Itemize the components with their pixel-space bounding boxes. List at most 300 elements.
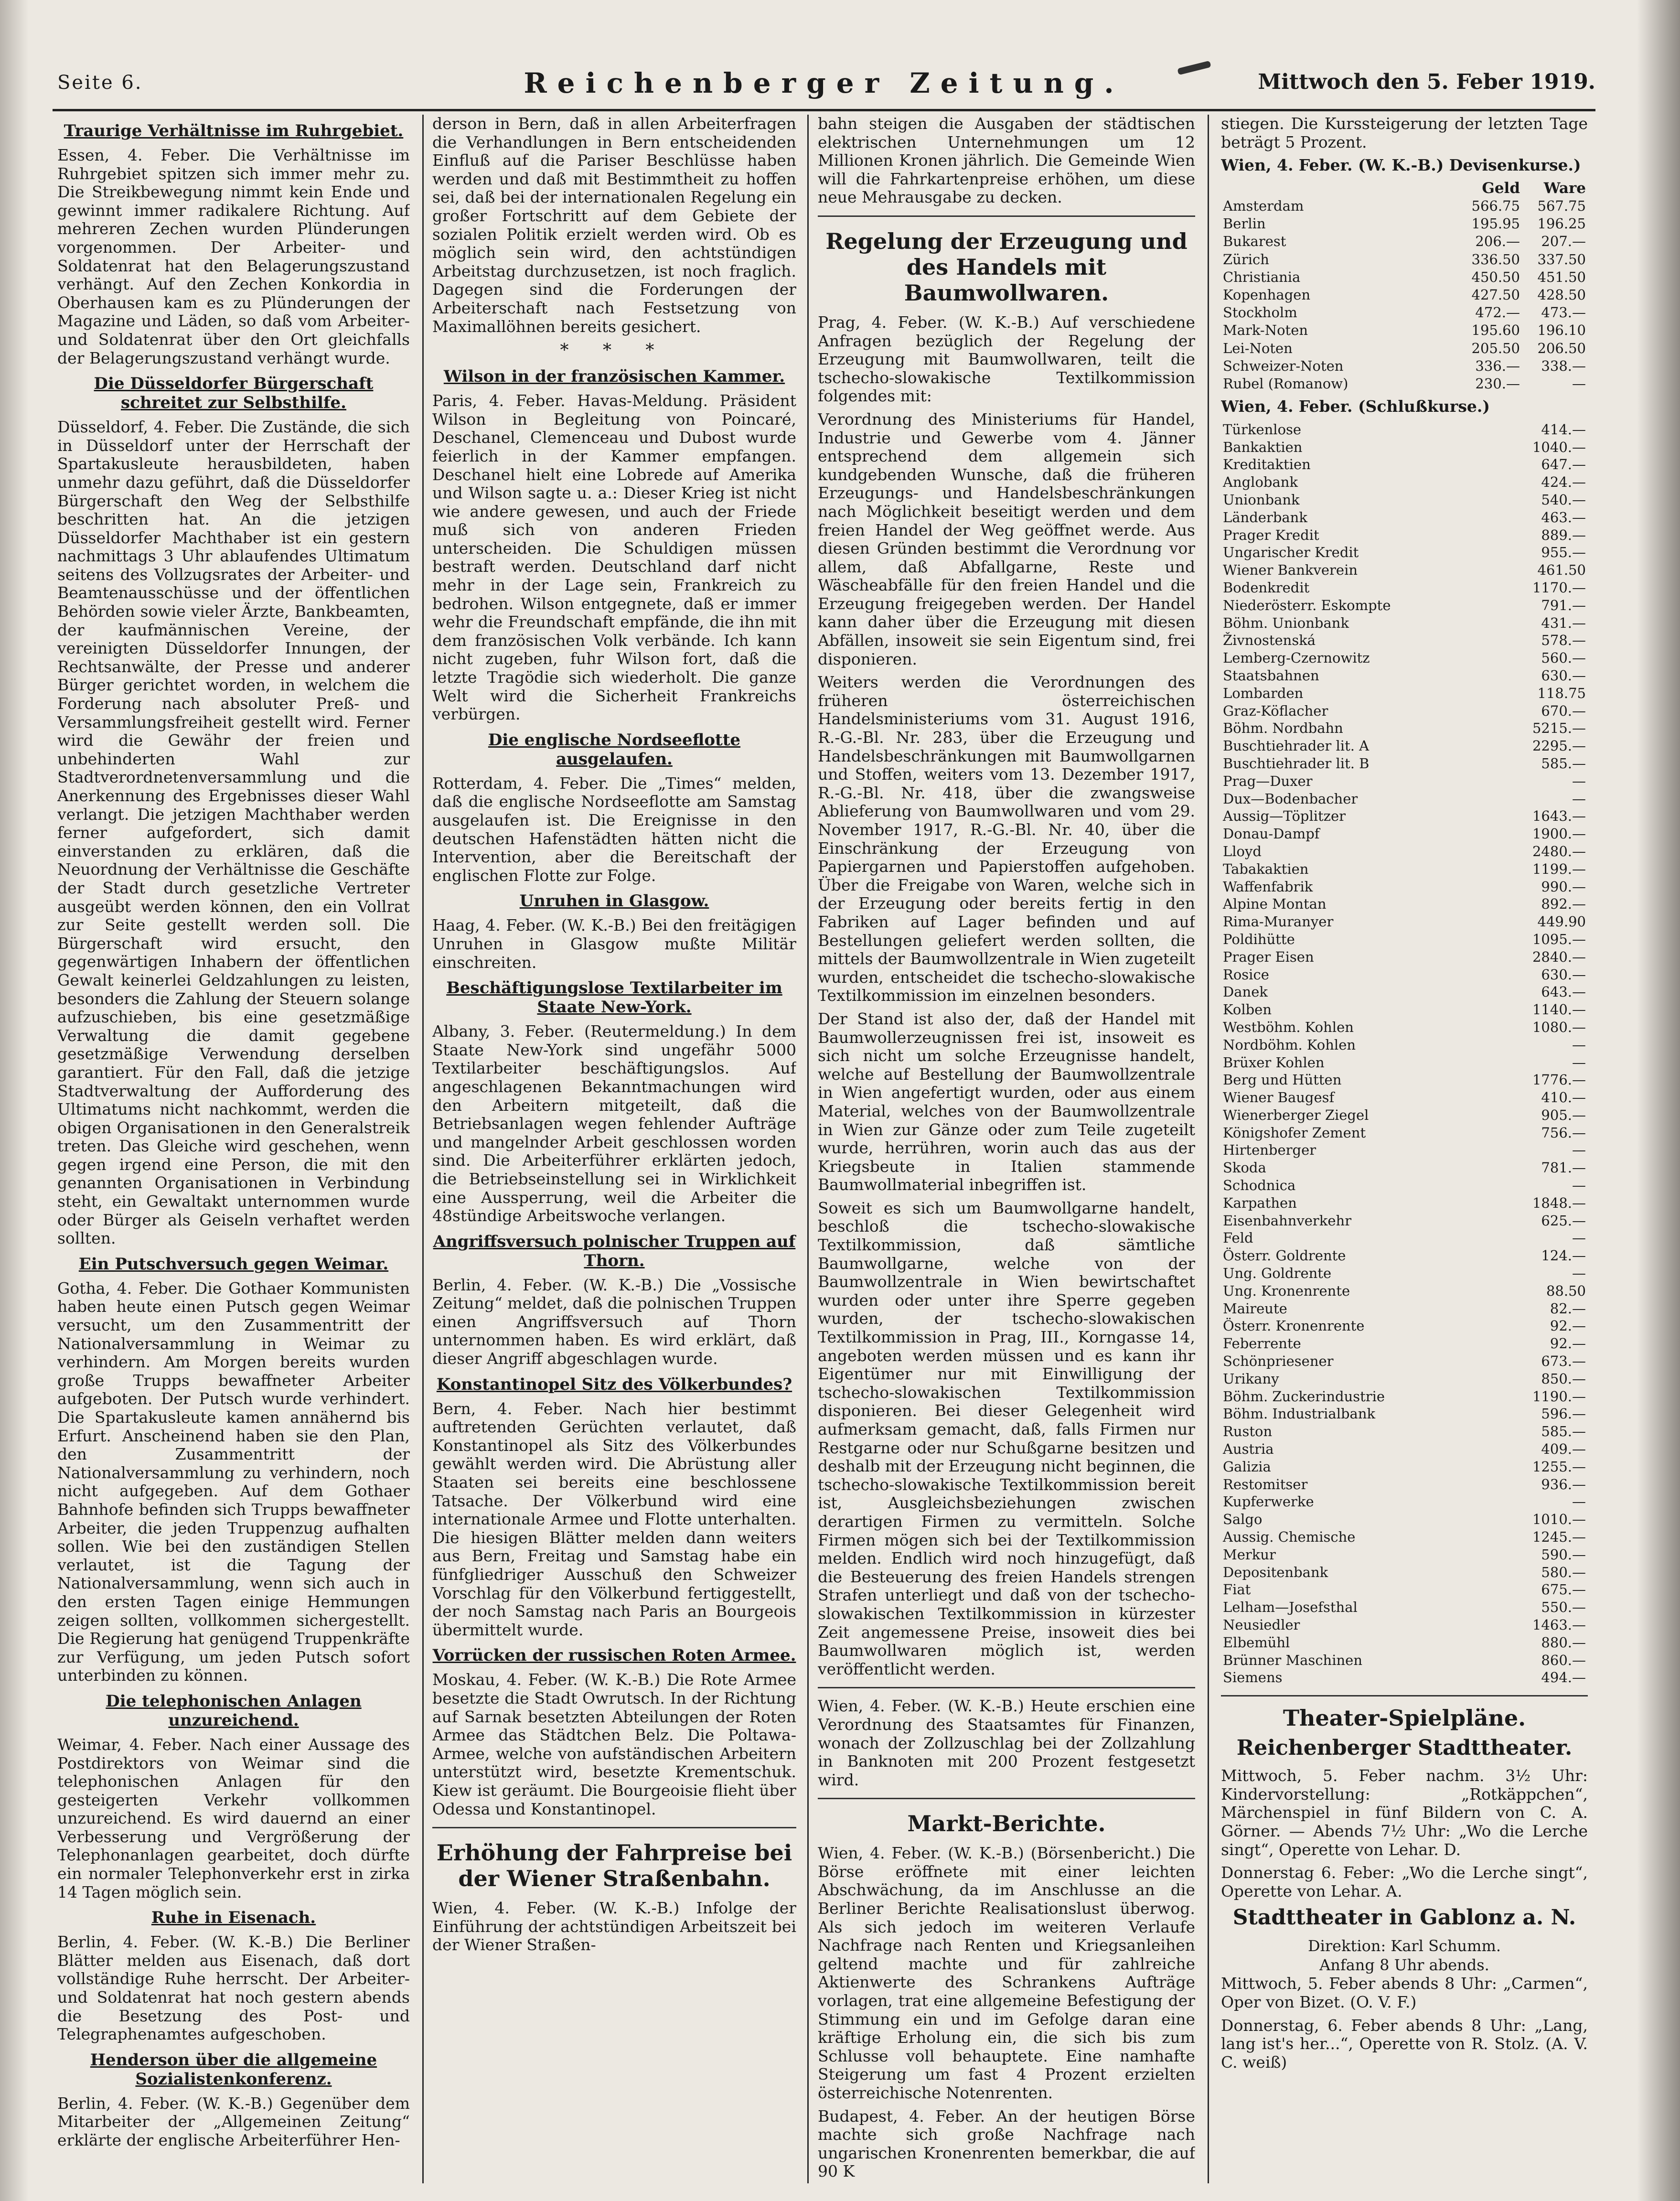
rates-heading: Wien, 4. Feber. (W. K.-B.) Devisenkurse.) xyxy=(1221,156,1581,175)
stock-price: 1170.— xyxy=(1532,579,1586,596)
stock-name: Kolben xyxy=(1223,1001,1272,1018)
currency-name: Amsterdam xyxy=(1223,197,1304,214)
stock-row xyxy=(1221,1652,1588,1669)
stock-name: Galizia xyxy=(1223,1458,1271,1475)
stock-name: Živnostenská xyxy=(1223,632,1316,649)
stock-price: 1245.— xyxy=(1532,1529,1586,1546)
article-text: Albany, 3. Feber. (Reutermeldung.) In dem Staate New-York sind ungefähr 5000 Textilarbeiter beschäftigungslos. Auf angeschlagenen Bekanntmachungen wird den Arbeitern mitgeteilt, daß die Betriebsanlagen wegen fehlender Aufträge und mangelnder Arbeit geschlossen worden sind. Die Arbeiterführer erklärten jedoch, die Betriebseinstellung sei in Wirklichkeit eine Aussperrung, weil die Arbeiter die 48stündige Arbeitswoche verlangen. xyxy=(432,1022,796,1225)
article-text: Verordnung des Ministeriums für Handel, Industrie und Gewerbe vom 4. Jänner entsprechend dem allgemein sich kundgebenden Wunsche, daß die früheren Erzeugungs- und Handelsbeschränkungen nach Möglichkeit beseitigt werden und dem freien Handel der Weg geöffnet werde. Aus diesen Gründen bestimmt die Verordnung vor allem, daß Abfallgarne, Reste und Wäscheabfälle für den freien Handel und die Erzeugung freigegeben werden. Der Handel kann daher über die Erzeugung mit diesen Abfällen, insoweit sie sein Eigentum sind, frei disponieren. xyxy=(818,409,1195,668)
currency-ware: 196.25 xyxy=(1537,215,1586,232)
stock-row xyxy=(1221,1528,1588,1546)
article-headline: Die telephonischen Anlagen unzureichend. xyxy=(106,1691,362,1730)
stock-row xyxy=(1221,1177,1588,1194)
stock-name: Feld xyxy=(1223,1230,1253,1246)
stock-row xyxy=(1221,1388,1588,1406)
stock-name: Lemberg-Czernowitz xyxy=(1223,650,1370,666)
stock-name: Aussig. Chemische xyxy=(1223,1529,1356,1546)
stock-row xyxy=(1221,737,1588,755)
stock-row xyxy=(1221,597,1588,614)
article-text: Paris, 4. Feber. Havas-Meldung. Präsident Wilson in Begleitung von Poincaré, Deschanel, Clemenceau und Dubost wurde feierlich in der Kammer empfangen. Deschanel hielt eine Lobrede auf Amerika und Wilson sagte u. a.: Dieser Krieg ist nicht wie andere gewesen, und auch der Friede muß sich von anderen Frieden unterscheiden. Die Schuldigen müssen bestraft werden. Deutschland darf nicht mehr in der Lage sein, Frankreich zu bedrohen. Wilson entgegnete, daß er immer wehr die Freundschaft empfände, die ihn mit dem französischen Volk verbände. Ich kann nicht zugeben, fuhr Wilson fort, daß die letzte Tragödie sich wiederholt. Die ganze Welt wird die Sicherheit Frankreichs verbürgen. xyxy=(432,391,796,724)
stock-price: 494.— xyxy=(1541,1669,1586,1686)
theatre-section-title: Theater-Spielpläne. xyxy=(1283,1705,1526,1731)
stock-row xyxy=(1221,948,1588,966)
stock-row xyxy=(1221,1001,1588,1019)
header-rule xyxy=(53,109,1595,111)
article-text: Der Stand ist also der, daß der Handel mit Baumwollerzeugnissen frei ist, insoweit es sich nicht um solche Erzeugnisse handelt, welche auf Bestellung der Baumwollzentrale in Wien angefertigt wurden, oder aus einem Material, welches von der Baumwollzentrale in Wien zur Gänze oder zum Teile zugeteilt wurde, herrühren, worin auch das aus der Kriegsbeute in Italien stammende Baumwollmaterial inbegriffen ist. xyxy=(818,1009,1195,1194)
stock-name: Lelham—Josefsthal xyxy=(1223,1599,1358,1616)
article-text: Essen, 4. Feber. Die Verhältnisse im Ruhrgebiet spitzen sich immer mehr zu. Die Streikbewegung nimmt kein Ende und gewinnt immer radikalere Richtung. Auf mehreren Zechen wurden Plünderungen vorgenommen. Der Arbeiter- und Soldatenrat hat den Belagerungszustand verhängt. Auf den Zechen Konkordia in Oberhausen kam es zu Plünderungen der Magazine und Läden, so daß vom Arbeiter- und Soldatenrat über den Ort gleichfalls der Belagerungszustand verhängt wurde. xyxy=(57,146,410,367)
stock-name: Wiener Baugesf xyxy=(1223,1089,1335,1106)
section-rule xyxy=(818,1798,1195,1799)
stock-row xyxy=(1221,1019,1588,1036)
stock-row xyxy=(1221,632,1588,649)
theatre-name: Stadttheater in Gablonz a. N. xyxy=(1232,1905,1576,1930)
stock-price: 585.— xyxy=(1541,1423,1586,1440)
stock-row xyxy=(1221,1054,1588,1072)
currency-ware: 338.— xyxy=(1541,357,1586,374)
stock-name: Merkur xyxy=(1223,1546,1276,1563)
stock-price: 675.— xyxy=(1541,1581,1586,1598)
column-1 xyxy=(57,115,410,2188)
currency-ware: 207.— xyxy=(1541,233,1586,250)
stock-price: 850.— xyxy=(1541,1370,1586,1387)
stock-price: 1848.— xyxy=(1532,1194,1586,1211)
currency-name: Zürich xyxy=(1223,251,1269,268)
stock-row xyxy=(1221,667,1588,685)
stock-name: Siemens xyxy=(1223,1669,1283,1686)
stock-price: 1140.— xyxy=(1532,1001,1586,1018)
stock-price: 5215.— xyxy=(1532,720,1586,737)
stock-price: 2295.— xyxy=(1532,738,1586,754)
article-text: Berlin, 4. Feber. (W. K.-B.) Die „Vossische Zeitung“ meldet, daß die polnischen Truppen einen Angriffsversuch auf Thorn unternommen haben. Es wird erklärt, daß dieser Angriff abgeschlagen wurde. xyxy=(432,1275,796,1368)
stock-price: 892.— xyxy=(1541,896,1586,913)
stock-row xyxy=(1221,1669,1588,1686)
stock-price: 905.— xyxy=(1541,1106,1586,1123)
stock-row xyxy=(1221,561,1588,579)
stock-name: Böhm. Zuckerindustrie xyxy=(1223,1388,1385,1405)
stock-price: — xyxy=(1572,1054,1586,1071)
article-text: Rotterdam, 4. Feber. Die „Times“ melden, daß die englische Nordseeflotte am Samstag ausgelaufen ist. Die Ereignisse in den deutschen Hafenstädten hätten nicht die Intervention, aber die Bereitschaft der englischen Flotte zur Folge. xyxy=(432,773,796,885)
stock-row xyxy=(1221,983,1588,1001)
stock-row xyxy=(1221,1423,1588,1440)
stock-name: Karpathen xyxy=(1223,1194,1297,1211)
stock-name: Wiener Bankverein xyxy=(1223,562,1358,579)
stock-price: — xyxy=(1572,1230,1586,1246)
stock-row xyxy=(1221,649,1588,667)
currency-row xyxy=(1221,233,1588,250)
currency-geld: 472.— xyxy=(1475,304,1520,321)
currency-row xyxy=(1221,322,1588,339)
stock-price: 585.— xyxy=(1541,755,1586,772)
stock-name: Elbemühl xyxy=(1223,1634,1290,1651)
stock-name: Anglobank xyxy=(1223,474,1298,491)
stock-price: 1190.— xyxy=(1532,1388,1586,1405)
stock-name: Fiat xyxy=(1223,1581,1251,1598)
stock-row xyxy=(1221,421,1588,439)
stock-row xyxy=(1221,1300,1588,1318)
stock-price: 2480.— xyxy=(1532,843,1586,859)
stock-name: Berg und Hütten xyxy=(1223,1072,1342,1088)
article-headline: Erhöhung der Fahrpreise bei der Wiener Straßenbahn. xyxy=(436,1840,792,1892)
stock-price: 1199.— xyxy=(1532,860,1586,877)
stock-row xyxy=(1221,1247,1588,1265)
stock-price: 461.50 xyxy=(1537,562,1586,579)
stock-price: — xyxy=(1572,1493,1586,1510)
stock-price: — xyxy=(1572,773,1586,789)
stock-name: Donau-Dampf xyxy=(1223,826,1320,842)
stock-price: 410.— xyxy=(1541,1089,1586,1106)
stock-price: 625.— xyxy=(1541,1212,1586,1229)
currency-row xyxy=(1221,340,1588,357)
article-headline: Beschäftigungslose Textilarbeiter im Staate New-York. xyxy=(446,978,782,1017)
stock-name: Poldihütte xyxy=(1223,931,1295,947)
article-text: Berlin, 4. Feber. (W. K.-B.) Gegenüber dem Mitarbeiter der „Allgemeinen Zeitung“ erklärte der englische Arbeiterführer Hen- xyxy=(57,2094,410,2149)
currency-name: Lei-Noten xyxy=(1223,340,1293,356)
stock-row xyxy=(1221,843,1588,860)
stock-row xyxy=(1221,1405,1588,1423)
column-divider xyxy=(1208,115,1209,2183)
stock-row xyxy=(1221,1599,1588,1616)
currency-row xyxy=(1221,268,1588,286)
stock-price: 889.— xyxy=(1541,526,1586,543)
stock-name: Ung. Kronenrente xyxy=(1223,1282,1350,1299)
stock-row xyxy=(1221,702,1588,720)
stock-name: Wienerberger Ziegel xyxy=(1223,1106,1369,1123)
currency-geld: 195.95 xyxy=(1471,215,1520,232)
article-headline: Wilson in der französischen Kammer. xyxy=(443,367,785,387)
column-2 xyxy=(432,115,796,2188)
stock-price: 643.— xyxy=(1541,984,1586,1000)
theatre-program: Mittwoch, 5. Feber abends 8 Uhr: „Carmen“, Oper von Bizet. (O. V. F.) xyxy=(1221,1974,1588,2011)
currency-geld: 195.60 xyxy=(1471,322,1520,339)
article-headline: Konstantinopel Sitz des Völkerbundes? xyxy=(436,1374,792,1394)
stock-price: 92.— xyxy=(1550,1318,1586,1334)
article-text: Haag, 4. Feber. (W. K.-B.) Bei den freitägigen Unruhen in Glasgow mußte Militär einschreiten. xyxy=(432,916,796,972)
stock-price: — xyxy=(1572,1177,1586,1194)
stock-name: Länderbank xyxy=(1223,509,1307,526)
table-header-geld: Geld xyxy=(1482,179,1520,197)
article-headline: Ruhe in Eisenach. xyxy=(151,1908,316,1928)
stock-row xyxy=(1221,1106,1588,1124)
stock-price: 781.— xyxy=(1541,1160,1586,1176)
stock-name: Österr. Goldrente xyxy=(1223,1247,1346,1264)
stock-row xyxy=(1221,1493,1588,1511)
stock-name: Schönpriesener xyxy=(1223,1353,1334,1370)
stock-price: 630.— xyxy=(1541,966,1586,983)
stock-price: 1040.— xyxy=(1532,439,1586,455)
theatre-name: Reichenberger Stadttheater. xyxy=(1236,1736,1573,1761)
article-text: Prag, 4. Feber. (W. K.-B.) Auf verschiedene Anfragen bezüglich der Regelung der Erzeugung mit Baumwollwaren, teilt die tschecho-slowakische Textilkommission folgendes mit: xyxy=(818,312,1195,406)
stock-name: Hirtenberger xyxy=(1223,1142,1316,1159)
stock-price: 590.— xyxy=(1541,1546,1586,1563)
stock-row xyxy=(1221,1511,1588,1528)
stock-price: 1255.— xyxy=(1532,1458,1586,1475)
stock-name: Skoda xyxy=(1223,1160,1266,1176)
stock-row xyxy=(1221,1265,1588,1282)
stock-name: Lloyd xyxy=(1223,843,1262,859)
currency-geld: 230.— xyxy=(1475,376,1520,392)
stock-row xyxy=(1221,1159,1588,1177)
stock-name: Schodnica xyxy=(1223,1177,1296,1194)
article-text: Düsseldorf, 4. Feber. Die Zustände, die sich in Düsseldorf unter der Herrschaft der Spartakusleute herausbildeten, haben unmehr dazu geführt, daß die Düsseldorfer Bürgerschaft den Weg der Selbsthilfe beschritten hat. An die jetzigen Düsseldorfer Machthaber ist ein gestern nachmittags 3 Uhr ablaufendes Ultimatum seitens des Vollzugsrates der Arbeiter- und Beamtenausschüsse und der öffentlichen Behörden sowie vieler Ärzte, Bankbeamten, der kaufmännischen Vereine, der vereinigten Düsseldorfer Innungen, der Rechtsanwälte, der Presse und anderer Bürger gerichtet worden, in welchem die Forderung nach absoluter Preß- und Versammlungsfreiheit gestellt wird. Ferner wird die Gewähr der freien und unbehinderten Wahl zur Stadtverordnetenversammlung und die Anerkennung des Ergebnisses dieser Wahl verlangt. Die jetzigen Machthaber werden ferner aufgefordert, sich damit einverstanden zu erklären, daß die Neuordnung der Verhältnisse die Geschäfte der Stadt durch gesetzliche Vertreter ausgeübt werden können, den ein Vollrat zur Seite gestellt werden soll. Die Bürgerschaft wird ersucht, den gegenwärtigen Inhabern der öffentlichen Gewalt keinerlei Geldzahlungen zu leisten, besonders die Zahlung der Steuern solange aufzuschieben, bis eine gesetzmäßige Verwaltung die damit gegebene gesetzmäßige Verwendung derselben garantiert. Für den Fall, daß die jetzige Stadtverwaltung der Aufforderung des Ultimatums nicht nachkommt, werden die obigen Organisationen in den Generalstreik treten. Das Gleiche wird geschehen, wenn gegen irgend eine Person, die mit den genannten Organisationen in Verbindung steht, ein Gewaltakt unternommen wurde oder Bürger als Geiseln verhaftet werden sollten. xyxy=(57,418,410,1248)
stock-row xyxy=(1221,1212,1588,1230)
currency-ware: 428.50 xyxy=(1537,287,1586,303)
article-text: bahn steigen die Ausgaben der städtischen elektrischen Unternehmungen um 12 Millionen Kronen jährlich. Die Gemeinde Wien will die Fahrkartenpreise erhöhen, um diese neue Mehrausgabe zu decken. xyxy=(818,115,1195,207)
currency-table xyxy=(1221,180,1588,393)
currency-geld: 206.— xyxy=(1475,233,1520,250)
currency-name: Mark-Noten xyxy=(1223,322,1308,339)
stock-name: Waffenfabrik xyxy=(1223,878,1313,895)
currency-geld: 566.75 xyxy=(1471,197,1520,214)
article-headline: Unruhen in Glasgow. xyxy=(519,891,709,911)
stock-price: 463.— xyxy=(1541,509,1586,526)
stock-name: Aussig—Töplitzer xyxy=(1223,808,1346,825)
article-headline: Ein Putschversuch gegen Weimar. xyxy=(78,1254,389,1274)
page-edge-shadow-left xyxy=(0,0,29,2201)
stock-row xyxy=(1221,895,1588,913)
stock-row xyxy=(1221,1546,1588,1564)
column-4 xyxy=(1221,115,1588,2188)
stock-price: 1643.— xyxy=(1532,808,1586,825)
currency-geld: 427.50 xyxy=(1471,287,1520,303)
stock-price: 791.— xyxy=(1541,597,1586,613)
theatre-program: Donnerstag 6. Feber: „Wo die Lerche singt“, Operette von Lehar. A. xyxy=(1221,1863,1588,1900)
section-headline: Markt-Berichte. xyxy=(907,1811,1106,1837)
stock-price: 431.— xyxy=(1541,614,1586,631)
article-text: Weiters werden die Verordnungen des früheren österreichischen Handelsministeriums vom 31. August 1916, R.-G.-Bl. Nr. 283, über die Erzeugung und Handelsbeschränkungen mit Baumwollgarnen und Stoffen, weiters vom 13. Dezember 1917, R.-G.-Bl. Nr. 418, über die zwangsweise Ablieferung von Baumwollwaren und vom 29. November 1917, R.-G.-Bl. Nr. 40, über die Einschränkung der Erzeugung von Papiergarnen und Papierstoffen aufgehoben. Über die Freigabe von Waren, welche sich in der Erzeugung oder bereits fertig in den Fabriken auf Lager befinden und auf Bestellungen geliefert werden sollten, die mittels der Baumwollzentrale in Wien zugeteilt wurden, entscheidet die tschecho-slowakische Textilkommission im einzelnen besonders. xyxy=(818,673,1195,1005)
article-text: stiegen. Die Kurssteigerung der letzten Tage beträgt 5 Prozent. xyxy=(1221,115,1588,151)
article-text: Moskau, 4. Feber. (W. K.-B.) Die Rote Armee besetzte die Stadt Owrutsch. In der Richtung auf Sarnak besetzten Abteilungen der Roten Armee das Städtchen Belz. Die Poltawa-Armee, welche von aufständischen Arbeitern unterstützt wird, besetzte Krementschuk. Kiew ist geräumt. Die Bourgeoisie flieht über Odessa und Konstantinopel. xyxy=(432,1670,796,1818)
stock-row xyxy=(1221,1581,1588,1599)
stock-price: 673.— xyxy=(1541,1353,1586,1370)
stock-row xyxy=(1221,1440,1588,1458)
currency-ware: 473.— xyxy=(1541,304,1586,321)
currency-row xyxy=(1221,197,1588,215)
stock-name: Dux—Bodenbacher xyxy=(1223,790,1358,807)
currency-row xyxy=(1221,251,1588,268)
article-headline: Vorrücken der russischen Roten Armee. xyxy=(432,1646,796,1665)
stock-name: Prag—Duxer xyxy=(1223,773,1313,789)
stock-name: Maireute xyxy=(1223,1300,1287,1317)
stock-row xyxy=(1221,773,1588,790)
stock-price: 1080.— xyxy=(1532,1019,1586,1035)
stock-price: 630.— xyxy=(1541,667,1586,684)
stock-row xyxy=(1221,790,1588,808)
stock-row xyxy=(1221,1616,1588,1634)
table-header-ware: Ware xyxy=(1543,179,1586,197)
stock-row xyxy=(1221,685,1588,702)
masthead xyxy=(53,67,1595,105)
section-rule xyxy=(1221,1695,1588,1696)
currency-name: Bukarest xyxy=(1223,233,1286,250)
article-text: derson in Bern, daß in allen Arbeiterfragen die Verhandlungen in Bern entscheidenden Einfluß auf die Pariser Beschlüsse haben werden und daß mit Bestimmtheit zu hoffen sei, daß bei der internationalen Regelung ein großer Fortschritt auf dem Gebiete der sozialen Politik erzielt werden wird. Ob es möglich sein wird, den achtstündigen Arbeitstag durchzusetzen, ist noch fraglich. Dagegen sind die Forderungen der Arbeiterschaft nach Festsetzung von Maximallöhnen bereits gesichert. xyxy=(432,115,796,336)
theatre-program: Mittwoch, 5. Feber nachm. 3½ Uhr: Kindervorstellung: „Rotkäppchen“, Märchenspiel in fünf Bildern von C. A. Görner. — Abends 7½ Uhr: „Wo die Lerche singt“, Operette von Lehar. D. xyxy=(1221,1766,1588,1859)
stock-table xyxy=(1221,421,1588,1686)
theatre-program: Donnerstag, 6. Feber abends 8 Uhr: „Lang, lang ist's her...“, Operette von R. Stolz. (A. V. C. weiß) xyxy=(1221,2016,1588,2072)
stock-name: Prager Eisen xyxy=(1223,948,1314,965)
stock-price: 124.— xyxy=(1541,1247,1586,1264)
stock-price: 540.— xyxy=(1541,492,1586,508)
stock-name: Prager Kredit xyxy=(1223,526,1319,543)
stock-name: Ungarischer Kredit xyxy=(1223,544,1359,561)
stock-name: Ung. Goldrente xyxy=(1223,1265,1332,1282)
stock-price: 88.50 xyxy=(1546,1282,1586,1299)
article-text: Budapest, 4. Feber. An der heutigen Börse machte sich große Nachfrage nach ungarischen Kronenrenten bemerkbar, die auf 90 K xyxy=(818,2106,1195,2181)
currency-row xyxy=(1221,215,1588,233)
currency-name: Berlin xyxy=(1223,215,1266,232)
stock-name: Depositenbank xyxy=(1223,1564,1328,1580)
stock-name: Böhm. Unionbank xyxy=(1223,614,1349,631)
issue-date: Mittwoch den 5. Feber 1919. xyxy=(1258,70,1595,94)
stock-name: Austria xyxy=(1223,1441,1274,1458)
stock-row xyxy=(1221,526,1588,544)
stock-name: Bodenkredit xyxy=(1223,579,1310,596)
stock-row xyxy=(1221,614,1588,632)
stock-row xyxy=(1221,755,1588,773)
article-headline: Die englische Nordseeflotte ausgelaufen. xyxy=(488,730,741,769)
article-headline: Angriffsversuch polnischer Truppen auf Thorn. xyxy=(433,1232,796,1270)
stock-row xyxy=(1221,825,1588,843)
stock-name: Salgo xyxy=(1223,1511,1263,1528)
article-headline: Traurige Verhältnisse im Ruhrgebiet. xyxy=(64,121,404,140)
stock-price: 118.75 xyxy=(1537,685,1586,701)
stock-row xyxy=(1221,1370,1588,1388)
theatre-start-time: Anfang 8 Uhr abends. xyxy=(1319,1956,1489,1975)
stock-row xyxy=(1221,439,1588,456)
stock-name: Kupferwerke xyxy=(1223,1493,1314,1510)
section-rule xyxy=(432,1827,796,1828)
stock-row xyxy=(1221,1071,1588,1089)
currency-row xyxy=(1221,375,1588,393)
column-divider xyxy=(807,115,809,2183)
stock-row xyxy=(1221,1353,1588,1370)
currency-row xyxy=(1221,304,1588,322)
article-text: Berlin, 4. Feber. (W. K.-B.) Die Berliner Blätter melden aus Eisenach, daß dort vollständige Ruhe herrscht. Der Arbeiter- und Soldatenrat hat noch gestern abends die Besetzung des Post- und Telegraphenamtes aufgeschoben. xyxy=(57,1933,410,2044)
stock-name: Brünner Maschinen xyxy=(1223,1652,1363,1668)
stock-name: Buschtiehrader lit. B xyxy=(1223,755,1370,772)
stock-name: Staatsbahnen xyxy=(1223,667,1319,684)
currency-table-body xyxy=(1221,197,1588,393)
currency-ware: 567.75 xyxy=(1537,197,1586,214)
section-stars: * * * xyxy=(560,341,669,361)
stock-price: 409.— xyxy=(1541,1441,1586,1458)
stock-name: Niederösterr. Eskompte xyxy=(1223,597,1391,613)
currency-ware: — xyxy=(1572,376,1586,392)
section-rule xyxy=(818,215,1195,217)
stock-row xyxy=(1221,860,1588,878)
stock-row xyxy=(1221,966,1588,984)
stock-name: Unionbank xyxy=(1223,492,1300,508)
stock-price: 880.— xyxy=(1541,1634,1586,1651)
article-text: Wien, 4. Feber. (W. K.-B.) Infolge der Einführung der achtstündigen Arbeitszeit bei der Wiener Straßen- xyxy=(432,1899,796,1954)
stock-name: Rima-Muranyer xyxy=(1223,913,1334,930)
currency-geld: 450.50 xyxy=(1471,268,1520,285)
stock-price: 1900.— xyxy=(1532,826,1586,842)
currency-ware: 206.50 xyxy=(1537,340,1586,356)
stock-price: 82.— xyxy=(1550,1300,1586,1317)
stock-price: 92.— xyxy=(1550,1335,1586,1352)
currency-row xyxy=(1221,286,1588,304)
stock-row xyxy=(1221,1458,1588,1476)
stock-name: Tabakaktien xyxy=(1223,860,1309,877)
article-text: Bern, 4. Feber. Nach hier bestimmt auftretenden Gerüchten verlautet, daß Konstantinopel als Sitz des Völkerbundes gewählt werden wird. Die Abrüstung aller Staaten sei bereits eine beschlossene Tatsache. Der Völkerbund wird eine internationale Armee und Flotte unterhalten. Die hiesigen Blätter melden dann weiters aus Bern, Freitag und Samstag habe ein fünfgliedriger Ausschuß den Schweizer Vorschlag für den Völkerbund fertiggestellt, der noch Samstag nach Paris an Bourgeois übermittelt wurde. xyxy=(432,1399,796,1639)
stock-price: 1095.— xyxy=(1532,931,1586,947)
stock-name: Urikany xyxy=(1223,1370,1279,1387)
stock-price: 647.— xyxy=(1541,456,1586,473)
currency-name: Stockholm xyxy=(1223,304,1297,321)
newspaper-title: Reichenberger Zeitung. xyxy=(524,67,1124,99)
stock-row xyxy=(1221,456,1588,473)
stock-name: Nordböhm. Kohlen xyxy=(1223,1036,1356,1053)
stock-price: 860.— xyxy=(1541,1652,1586,1668)
stock-row xyxy=(1221,1335,1588,1353)
stock-row xyxy=(1221,509,1588,526)
stock-price: 424.— xyxy=(1541,474,1586,491)
theatre-director: Direktion: Karl Schumm. xyxy=(1307,1937,1501,1955)
stock-price: 596.— xyxy=(1541,1406,1586,1422)
stock-price: 2840.— xyxy=(1532,948,1586,965)
stock-row xyxy=(1221,579,1588,597)
stock-name: Österr. Kronenrente xyxy=(1223,1318,1365,1334)
stock-name: Westböhm. Kohlen xyxy=(1223,1019,1354,1035)
stock-row xyxy=(1221,1317,1588,1335)
stock-row xyxy=(1221,1229,1588,1247)
stock-name: Kreditaktien xyxy=(1223,456,1311,473)
article-text: Gotha, 4. Feber. Die Gothaer Kommunisten haben heute einen Putsch gegen Weimar versucht, um den Zusammentritt der Nationalversammlung in Weimar zu verhindern. Am Morgen bereits wurden große Trupps bewaffneter Arbeiter aufgeboten. Der Putsch wurde verhindert. Die Spartakusleute kamen annähernd bis Erfurt. Anscheinend haben sie den Plan, den Zusammentritt der Nationalversammlung zu verhindern, noch nicht aufgegeben. Auf dem Gothaer Bahnhofe befinden sich Trupps bewaffneter Arbeiter, die jeden Truppenzug aufhalten sollen. Wie bei den zuständigen Stellen verlautet, ist die Tagung der Nationalversammlung, wenn sich auch in den ersten Tagen einige Hemmungen zeigen sollten, vollkommen sichergestellt. Die Regierung hat genügend Truppenkräfte zur Verfügung, um jeden Putsch sofort unterbinden zu können. xyxy=(57,1278,410,1685)
stock-name: Königshofer Zement xyxy=(1223,1124,1366,1141)
stock-price: 560.— xyxy=(1541,650,1586,666)
stock-price: 1010.— xyxy=(1532,1511,1586,1528)
article-text: Wien, 4. Feber. (W. K.-B.) Heute erschien eine Verordnung des Staatsamtes für Finanzen, wonach der Zollzuschlag bei der Zollzahlung in Banknoten mit 200 Prozent festgesetzt wird. xyxy=(818,1696,1195,1789)
section-rule xyxy=(818,1687,1195,1688)
stock-price: 670.— xyxy=(1541,702,1586,719)
article-text: Wien, 4. Feber. (W. K.-B.) (Börsenbericht.) Die Börse eröffnete mit einer leichten Abschwächung, da im Anschlusse an die Berliner Berichte Realisationslust überwog. Als sich jedoch im weiteren Verlaufe Nachfrage nach Renten und Kriegsanleihen geltend machte und für zahlreiche Aktienwerte des Schrankens Aufträge vorlagen, trat eine allgemeine Befestigung der Stimmung ein und im Gefolge daran eine kräftige Erholung ein, die sich bis zum Schlusse voll behauptete. Eine namhafte Steigerung um fast 4 Prozent erzielten österreichische Notenrenten. xyxy=(818,1844,1195,2102)
currency-name: Schweizer-Noten xyxy=(1223,357,1344,374)
stock-price: — xyxy=(1572,1036,1586,1053)
stock-price: — xyxy=(1572,1142,1586,1159)
stock-row xyxy=(1221,1564,1588,1581)
column-3 xyxy=(818,115,1195,2188)
stock-name: Feberrente xyxy=(1223,1335,1301,1352)
stock-name: Rosice xyxy=(1223,966,1269,983)
currency-ware: 451.50 xyxy=(1537,268,1586,285)
stock-price: 550.— xyxy=(1541,1599,1586,1616)
stock-price: — xyxy=(1572,1265,1586,1282)
stock-row xyxy=(1221,473,1588,491)
stock-name: Neusiedler xyxy=(1223,1617,1300,1633)
stock-price: 449.90 xyxy=(1537,913,1586,930)
stock-table-body xyxy=(1221,421,1588,1686)
stock-name: Eisenbahnverkehr xyxy=(1223,1212,1352,1229)
stock-row xyxy=(1221,878,1588,896)
stock-price: 1463.— xyxy=(1532,1617,1586,1633)
stock-name: Böhm. Industrialbank xyxy=(1223,1406,1376,1422)
currency-ware: 196.10 xyxy=(1537,322,1586,339)
article-text: Soweit es sich um Baumwollgarne handelt, beschloß die tschecho-slowakische Textilkommission, daß sämtliche Baumwollgarne, welche von der Baumwollzentrale in Wien bewirtschaftet wurden oder unter ihre Sperre gegeben wurden, der tschecho-slowakischen Textilkommission in Prag, III., Korngasse 14, angeboten werden müssen und es kann ihr Eigentümer nur mit Einwilligung der tschecho-slowakischen Textilkommission disponieren. Bei dieser Gelegenheit wird aufmerksam gemacht, daß, falls Firmen nur Restgarne oder nur Schußgarne besitzen und deshalb mit der Erzeugung nicht beginnen, die tschecho-slowakische Textilkommission bereit ist, Ausgleichsbeziehungen zwischen derartigen Firmen zu vermitteln. Solche Firmen mögen sich bei der Textilkommission melden. Endlich wird noch hinzugefügt, daß die Besteuerung des freien Handels strengen Strafen unterliegt und daß von der tschecho-slowakischen Textilkommission in kürzester Zeit angemessene Preise, insoweit dies bei Baumwollwaren möglich ist, werden veröffentlicht werden. xyxy=(818,1198,1195,1678)
page-number: Seite 6. xyxy=(57,72,143,94)
currency-ware: 337.50 xyxy=(1537,251,1586,268)
article-headline: Henderson über die allgemeine Sozialistenkonferenz. xyxy=(90,2050,377,2089)
currency-name: Christiania xyxy=(1223,268,1301,285)
article-text: Weimar, 4. Feber. Nach einer Aussage des Postdirektors von Weimar sind die telephonischen Anlagen für den gesteigerten Verkehr vollkommen unzureichend. Es wird dauernd an einer Verbesserung und Vergrößerung der Telephonanlagen gearbeitet, doch dürfte ein normaler Telephonverkehr erst in zirka 14 Tagen möglich sein. xyxy=(57,1735,410,1901)
currency-geld: 205.50 xyxy=(1471,340,1520,356)
currency-name: Rubel (Romanow) xyxy=(1223,376,1348,392)
stock-name: Ruston xyxy=(1223,1423,1273,1440)
stock-name: Graz-Köflacher xyxy=(1223,702,1328,719)
stock-price: 580.— xyxy=(1541,1564,1586,1580)
stock-price: 414.— xyxy=(1541,421,1586,438)
stock-name: Lombarden xyxy=(1223,685,1304,701)
